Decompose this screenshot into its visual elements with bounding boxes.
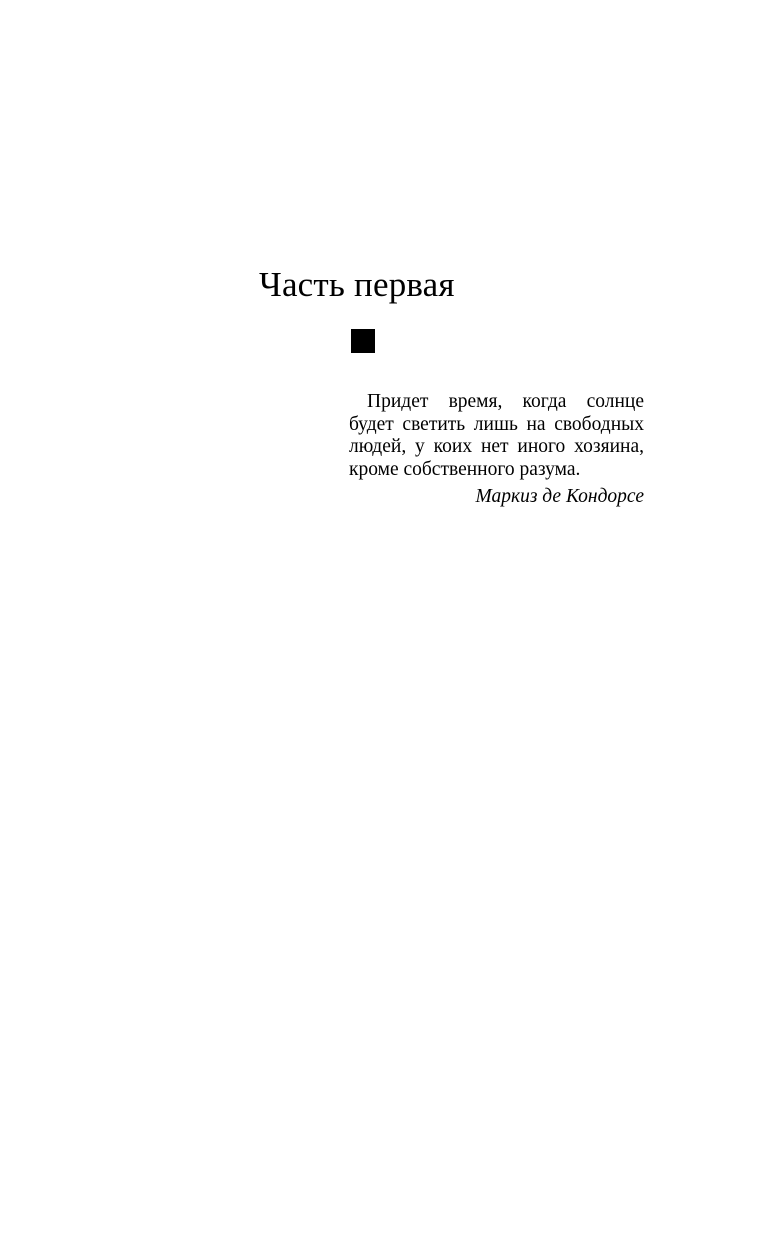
epigraph-author: Маркиз де Кондорсе <box>475 486 644 507</box>
black-square-icon <box>351 329 375 353</box>
epigraph <box>349 391 644 509</box>
part-title: Часть первая <box>259 265 455 304</box>
epigraph-text: Придет время, когда солнце будет светить лишь на свободных людей, у коих нет иного хозяина, кроме собственного разума. <box>349 391 644 480</box>
